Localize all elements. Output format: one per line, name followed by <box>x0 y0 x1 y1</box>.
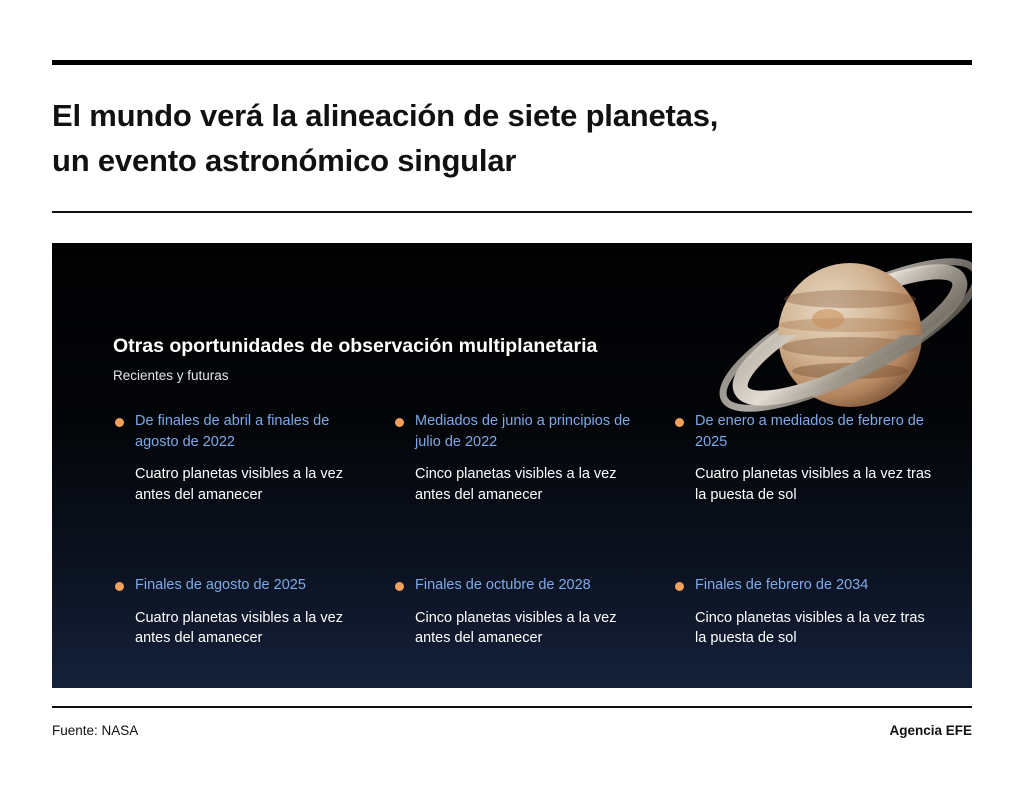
bullet-icon <box>115 418 124 427</box>
bullet-icon <box>675 418 684 427</box>
panel-subtitle: Recientes y futuras <box>113 368 229 383</box>
item-date: Mediados de junio a principios de julio de 2022 <box>415 413 631 450</box>
footer-divider <box>52 706 972 708</box>
item-description: Cuatro planetas visibles a la vez tras la puesta de sol <box>695 466 932 503</box>
item-date: Finales de agosto de 2025 <box>135 577 306 594</box>
bullet-icon <box>395 582 404 591</box>
header-divider <box>52 211 972 213</box>
source-label: Fuente: NASA <box>52 723 139 738</box>
item-description: Cinco planetas visibles a la vez antes del amanecer <box>415 466 617 503</box>
item-description: Cinco planetas visibles a la vez tras la puesta de sol <box>695 609 925 647</box>
item-description: Cinco planetas visibles a la vez antes del amanecer <box>415 609 617 647</box>
bullet-icon <box>395 418 404 427</box>
panel-title: Otras oportunidades de observación multiplanetaria <box>113 335 598 357</box>
list-item <box>673 575 935 649</box>
item-description: Cuatro planetas visibles a la vez antes del amanecer <box>135 466 343 503</box>
list-item <box>393 411 655 505</box>
list-item <box>673 411 935 505</box>
list-item <box>113 575 375 649</box>
item-date: De enero a mediados de febrero de 2025 <box>695 413 924 450</box>
bullet-icon <box>115 582 124 591</box>
page-title <box>52 94 952 184</box>
opportunities-grid <box>113 411 943 649</box>
agency-label: Agencia EFE <box>889 723 972 738</box>
headline-line-1: El mundo verá la alineación de siete planetas, <box>52 98 719 133</box>
list-item <box>113 411 375 505</box>
headline-line-2: un evento astronómico singular <box>52 142 517 178</box>
item-date: Finales de febrero de 2034 <box>695 577 869 594</box>
item-description: Cuatro planetas visibles a la vez antes del amanecer <box>135 609 343 647</box>
dark-content-panel <box>52 243 972 688</box>
bullet-icon <box>675 582 684 591</box>
top-divider <box>52 60 972 65</box>
item-date: De finales de abril a finales de agosto de 2022 <box>135 413 330 450</box>
item-date: Finales de octubre de 2028 <box>415 577 591 594</box>
list-item <box>393 575 655 649</box>
